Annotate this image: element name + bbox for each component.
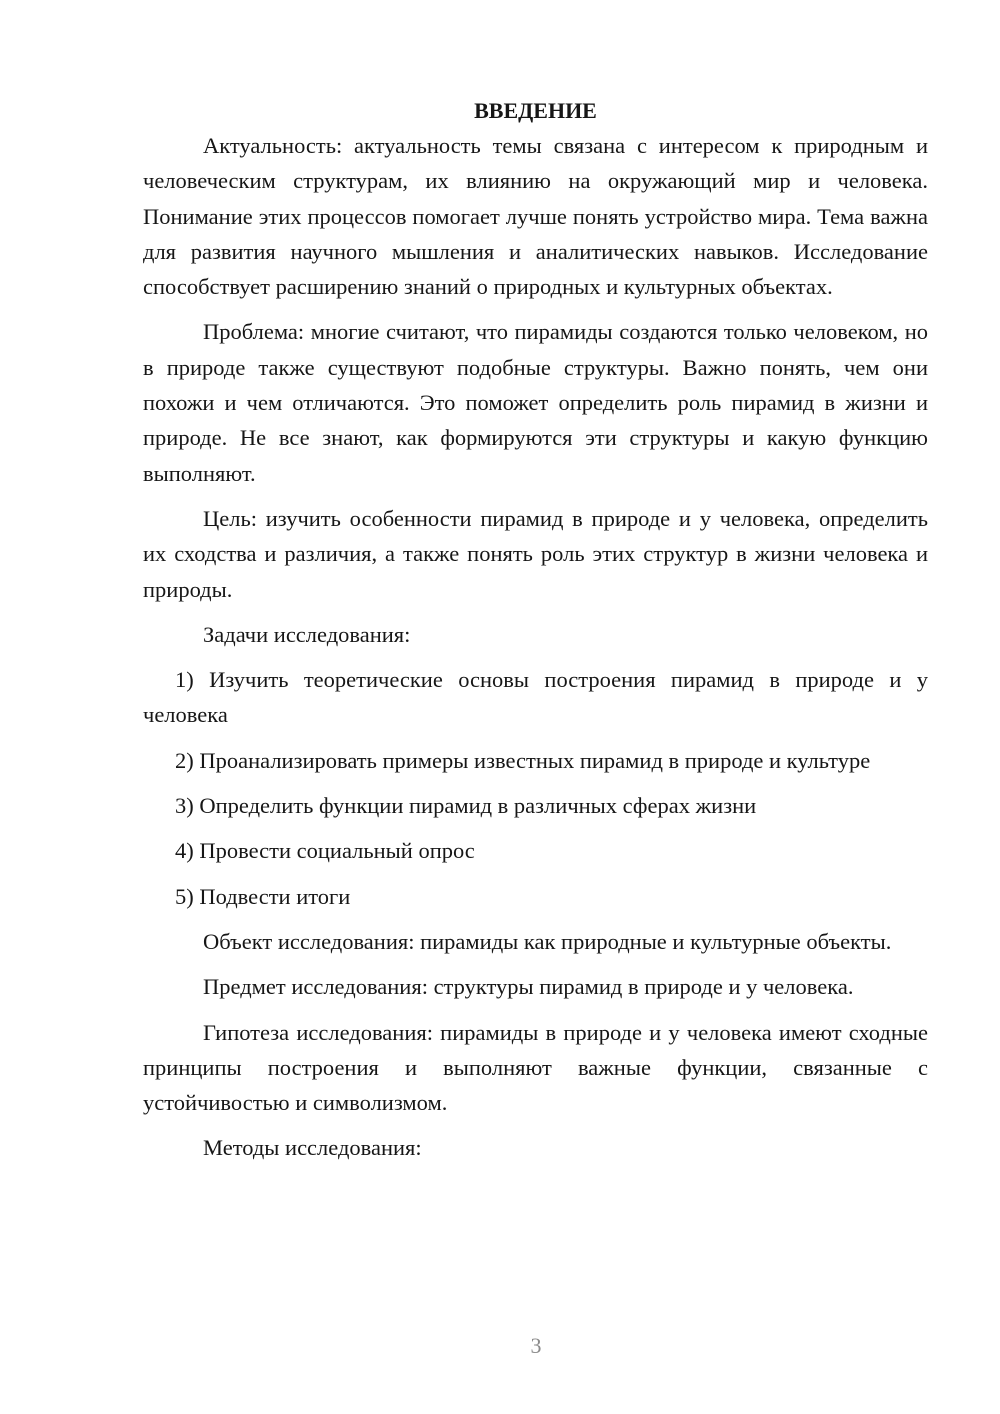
task-item-4: 4) Провести социальный опрос [175,838,475,864]
task-item-3: 3) Определить функции пирамид в различных сферах жизни [175,793,757,819]
hypothesis-paragraph: Гипотеза исследования: пирамиды в природе и у человека имеют сходные принципы построения и выполняют важные функции, связанные с устойчивостью и символизмом. [143,1019,928,1116]
subject-paragraph: Предмет исследования: структуры пирамид в природе и у человека. [203,974,854,1000]
task-item-5: 5) Подвести итоги [175,883,351,909]
page-content [143,93,928,1166]
task-item-1: 1) Изучить теоретические основы построения пирамид в природе и у человека [143,667,928,728]
relevance-paragraph: Актуальность: актуальность темы связана с интересом к природным и человеческим структурам, их влиянию на окружающий мир и человека. Понимание этих процессов помогает лучше понять устройство мира. Тема важна для развития научного мышления и аналитических навыков. Исследование способствует расширению знаний о природных и культурных объектах. [143,133,928,300]
goal-paragraph: Цель: изучить особенности пирамид в природе и у человека, определить их сходства и различия, а также понять роль этих структур в жизни человека и природы. [143,505,928,602]
methods-heading: Методы исследования: [203,1135,422,1161]
tasks-heading: Задачи исследования: [203,621,411,647]
section-heading: ВВЕДЕНИЕ [474,98,597,123]
task-item-2: 2) Проанализировать примеры известных пирамид в природе и культуре [175,747,871,773]
object-paragraph: Объект исследования: пирамиды как природные и культурные объекты. [203,928,892,954]
problem-paragraph: Проблема: многие считают, что пирамиды создаются только человеком, но в природе также существуют подобные структуры. Важно понять, чем они похожи и чем отличаются. Это поможет определить роль пирамид в жизни и природе. Не все знают, как формируются эти структуры и какую функцию выполняют. [143,319,928,486]
page-number: 3 [530,1333,542,1358]
